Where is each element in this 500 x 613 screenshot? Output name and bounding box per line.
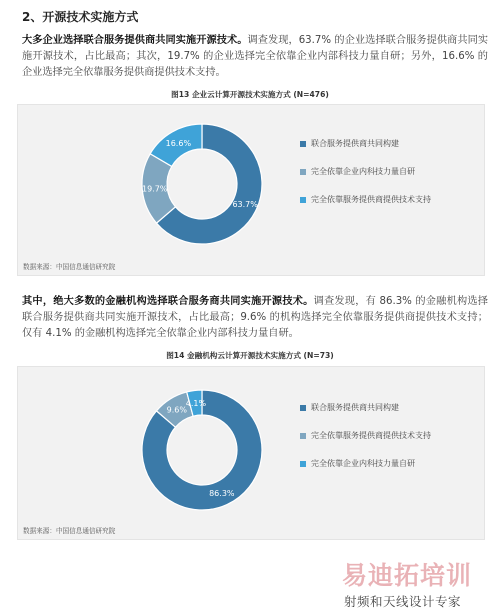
- chart-panel-fig13: [17, 104, 485, 276]
- chart-panel-fig14: [17, 366, 485, 540]
- slice-value-label: 4.1%: [185, 398, 207, 408]
- donut-chart-fig13: [18, 105, 484, 275]
- watermark-tagline: 射频和天线设计专家: [344, 594, 462, 609]
- legend-label: 联合服务提供商共同构建: [311, 403, 399, 412]
- legend-swatch: [300, 169, 306, 175]
- paragraph-enterprise-lead: 大多企业选择联合服务提供商共同实施开源技术。: [22, 35, 248, 46]
- section-heading: 2、开源技术实施方式: [22, 10, 139, 24]
- slice-value-label: 19.7%: [141, 184, 168, 194]
- chart-title-fig14: 图14 金融机构云计算开源技术实施方式 (N=73): [166, 351, 334, 360]
- paragraph-enterprise: [22, 33, 488, 81]
- legend-label: 完全依靠服务提供商提供技术支持: [311, 431, 431, 440]
- source-note-fig13: 数据来源：中国信息通信研究院: [23, 263, 116, 271]
- paragraph-financial-lead: 其中，绝大多数的金融机构选择联合服务商共同实施开源技术。: [22, 296, 314, 307]
- paragraph-financial-body: 调查发现，有 86.3% 的金融机构选择联合服务提供商共同实施开源技术，占比最高；9.6% 的机构选择完全依靠服务提供商提供技术支持；仅有 4.1% 的金融机构选择完全依靠企业内部科技力量自研。: [22, 296, 488, 339]
- slice-value-label: 16.6%: [165, 138, 192, 148]
- paragraph-financial: [22, 294, 488, 342]
- chart-title-fig13: 图13 企业云计算开源技术实施方式 (N=476): [171, 90, 329, 99]
- source-note-fig14: 数据来源：中国信息通信研究院: [23, 527, 116, 535]
- legend-swatch: [300, 197, 306, 203]
- legend-label: 完全依靠服务提供商提供技术支持: [311, 195, 431, 204]
- legend-swatch: [300, 433, 306, 439]
- watermark-logo: [330, 556, 500, 613]
- paragraph-enterprise-body: 调查发现，63.7% 的企业选择联合服务提供商共同实施开源技术，占比最高；其次，19.7% 的企业选择完全依靠企业内部科技力量自研；另外，16.6% 的企业选择完全依靠服务提供商提供技术支持。: [22, 35, 489, 78]
- legend-swatch: [300, 461, 306, 467]
- legend-swatch: [300, 141, 306, 147]
- donut-chart-fig14: [18, 367, 484, 539]
- slice-value-label: 9.6%: [166, 405, 187, 415]
- slice-value-label: 63.7%: [232, 199, 258, 209]
- slice-value-label: 86.3%: [209, 489, 235, 499]
- legend-label: 联合服务提供商共同构建: [311, 139, 399, 148]
- legend-label: 完全依靠企业内科技力量自研: [311, 167, 415, 176]
- watermark-brand: 易迪拓培训: [342, 561, 473, 590]
- legend-swatch: [300, 405, 306, 411]
- legend-label: 完全依靠企业内科技力量自研: [311, 459, 415, 468]
